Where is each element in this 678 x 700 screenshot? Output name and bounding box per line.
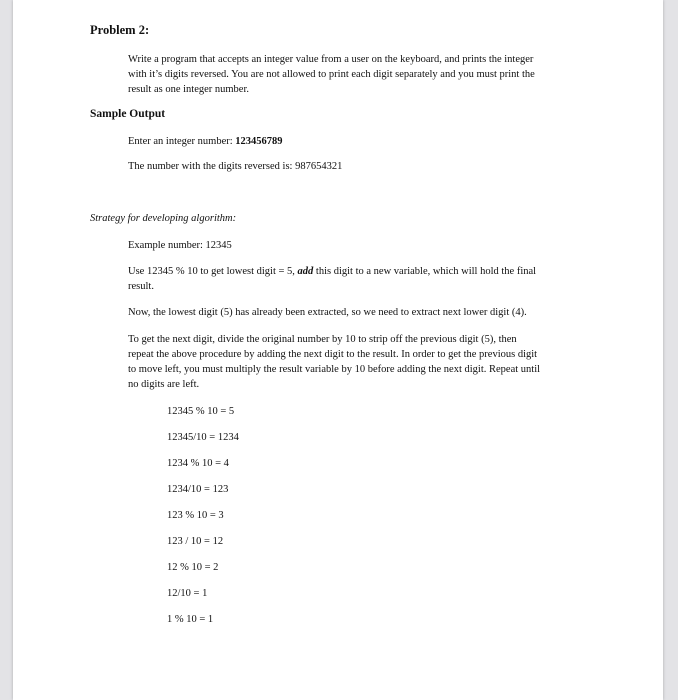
step-line: 12345/10 = 1234 xyxy=(167,432,239,443)
example-number: Example number: 12345 xyxy=(128,240,232,251)
problem-description-line: result as one integer number. xyxy=(128,84,250,95)
next-digit-line: to move left, you must multiply the result variable by 10 before adding the next digit. Repeat until xyxy=(128,364,541,375)
step-line: 1234 % 10 = 4 xyxy=(167,458,229,469)
now-line: Now, the lowest digit (5) has already been extracted, so we need to extract next lower digit (4). xyxy=(128,307,527,318)
step-line: 1 % 10 = 1 xyxy=(167,614,214,625)
use-line xyxy=(128,264,536,280)
sample-output-heading: Sample Output xyxy=(90,108,166,120)
sample-prompt-line xyxy=(128,134,283,150)
problem-description-line: with it’s digits reversed. You are not allowed to print each digit separately and you must print the xyxy=(128,69,535,80)
use-line-suffix: this digit to a new variable, which will hold the final xyxy=(313,266,537,277)
use-line-prefix: Use 12345 % 10 to get lowest digit = 5, xyxy=(128,266,298,277)
step-line: 1234/10 = 123 xyxy=(167,484,229,495)
step-line: 123 / 10 = 12 xyxy=(167,536,224,547)
step-line: 12 % 10 = 2 xyxy=(167,562,219,573)
problem-description-line: Write a program that accepts an integer value from a user on the keyboard, and prints the integer xyxy=(128,54,534,65)
next-digit-line: To get the next digit, divide the original number by 10 to strip off the previous digit (5), then xyxy=(128,334,517,345)
sample-prompt-label: Enter an integer number: xyxy=(128,136,236,147)
sample-prompt-value: 123456789 xyxy=(235,136,283,147)
step-line: 12345 % 10 = 5 xyxy=(167,406,235,417)
step-line: 123 % 10 = 3 xyxy=(167,510,224,521)
sample-result-line: The number with the digits reversed is: 987654321 xyxy=(128,161,343,172)
problem-heading: Problem 2: xyxy=(90,23,150,37)
strategy-heading: Strategy for developing algorithm: xyxy=(90,213,237,224)
document-page xyxy=(13,0,663,700)
step-line: 12/10 = 1 xyxy=(167,588,208,599)
use-line-continuation: result. xyxy=(128,281,154,292)
next-digit-line: no digits are left. xyxy=(128,379,200,390)
next-digit-line: repeat the above procedure by adding the next digit to the result. In order to get the previous digit xyxy=(128,349,538,360)
use-line-emphasis: add xyxy=(297,266,314,277)
